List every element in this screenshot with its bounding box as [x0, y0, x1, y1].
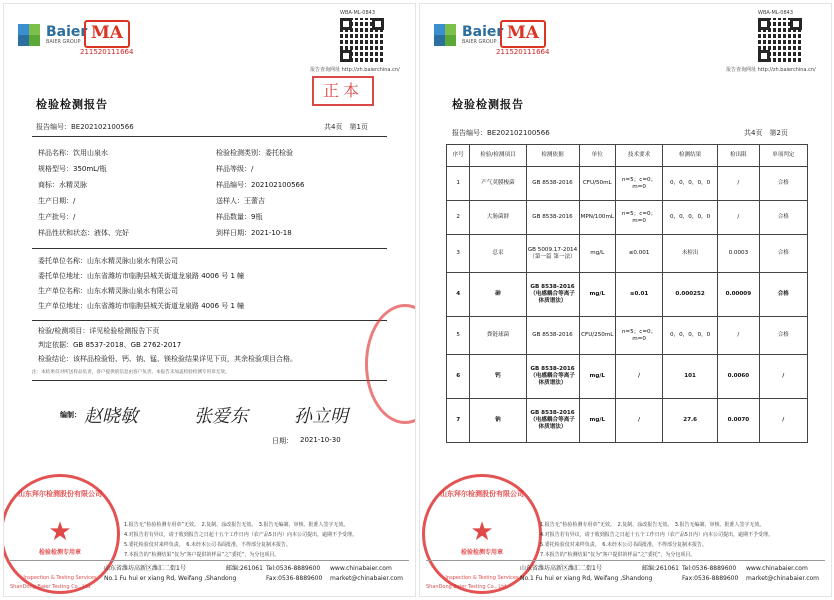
- table-header-cell: 序号: [447, 145, 470, 167]
- table-cell-req: n=5；c=0；m=0: [616, 317, 663, 355]
- table-cell-unit: CFU/250mL: [579, 317, 616, 355]
- table-cell-verdict: /: [759, 399, 807, 443]
- report-date: 2021-10-30: [300, 436, 341, 444]
- sample-field-left: 规格型号：350mL/瓶: [38, 165, 107, 173]
- page-info: 共4页 第2页: [744, 129, 788, 137]
- footer-address-cn: 山东省潍坊高新区潍汇二街1号: [104, 565, 186, 572]
- cube-logo-icon: [432, 22, 458, 48]
- divider: [32, 380, 387, 381]
- seal-inner-text: 检验检测专用章: [460, 549, 503, 556]
- disclaimer-note: 注：本结果仅对所送样品负责，客户提供的信息由客户负责，本报告未加盖检验检测专用章无效。: [32, 370, 230, 375]
- table-cell-lod: 0.0060: [718, 355, 759, 399]
- table-cell-basis: GB 5009.17-2014（第一篇 第一法）: [526, 235, 579, 273]
- brand-name: Baier: [462, 23, 504, 40]
- cma-mark: MA: [500, 20, 546, 48]
- seal-arc-text: 山东拜尔检测股份有限公司: [18, 490, 102, 498]
- divider: [32, 320, 387, 321]
- sample-field-right: 样品编号：202102100566: [216, 181, 305, 189]
- date-label: 日期：: [272, 437, 293, 445]
- table-cell-req: ≤0.01: [616, 273, 663, 317]
- qr-code-icon: [758, 18, 802, 62]
- star-icon: ★: [470, 517, 494, 547]
- table-cell-no: 2: [447, 201, 470, 235]
- qr-code-icon: [340, 18, 384, 62]
- footer-web: www.chinabaier.com: [330, 565, 392, 572]
- table-cell-req: n=5；c=0；m=0: [616, 167, 663, 201]
- sample-field-left: 生产日期：/: [38, 197, 76, 205]
- table-cell-unit: mg/L: [579, 355, 616, 399]
- client-name: 委托单位名称：山东水精灵脉山泉水有限公司: [38, 257, 178, 265]
- sample-field-left: 样品性状和状态：液体、完好: [38, 229, 129, 237]
- table-row: [447, 355, 808, 399]
- baier-logo: [16, 22, 87, 48]
- footer-postcode: 邮编:261061: [226, 565, 263, 572]
- table-cell-basis: GB 8538-2016: [526, 167, 579, 201]
- footer-tel: Tel:0536-8889600: [266, 565, 321, 572]
- qr-top-label: WBA-ML-0843: [340, 10, 376, 16]
- baier-logo: [432, 22, 503, 48]
- table-cell-verdict: 合格: [759, 167, 807, 201]
- approver-signature: 孙立明: [294, 406, 348, 427]
- table-header-cell: 单位: [579, 145, 616, 167]
- qr-top-label: WBA-ML-0843: [758, 10, 794, 16]
- table-cell-no: 5: [447, 317, 470, 355]
- qr-caption: 报告查询网址 http://zh.baierchina.cn/: [726, 67, 816, 73]
- table-cell-unit: mg/L: [579, 399, 616, 443]
- editor-label: 编制：: [60, 411, 81, 419]
- table-cell-req: /: [616, 355, 663, 399]
- table-header-cell: 检测依据: [526, 145, 579, 167]
- footer-address-en: No.1 Fu hui er xiang Rd, Weifang ,Shandong: [520, 575, 653, 582]
- table-row: [447, 167, 808, 201]
- reviewer-signature: 张爱东: [194, 406, 248, 427]
- table-cell-item: 产气荚膜梭菌: [470, 167, 526, 201]
- footer-company-en: ShanDong Baier Testing Co., Ltd: [426, 584, 507, 590]
- footer-note: 4.对报告若有异议，请于收到报告之日起十五个工作日内（农产品5日内）向本公司提出，逾期不予受理。: [124, 532, 357, 538]
- table-cell-no: 3: [447, 235, 470, 273]
- report-page-2: [420, 4, 831, 596]
- table-cell-result: 27.6: [663, 399, 718, 443]
- original-stamp: 正本: [312, 76, 374, 106]
- divider: [32, 248, 387, 249]
- page-title: 检验检测报告: [452, 98, 524, 111]
- table-cell-verdict: 合格: [759, 317, 807, 355]
- cma-mark: MA: [84, 20, 130, 48]
- table-cell-req: /: [616, 399, 663, 443]
- table-cell-result: 0，0，0，0，0: [663, 167, 718, 201]
- table-cell-verdict: /: [759, 355, 807, 399]
- table-cell-result: 0，0，0，0，0: [663, 317, 718, 355]
- table-cell-no: 7: [447, 399, 470, 443]
- star-icon: ★: [48, 517, 72, 547]
- sample-field-left: 样品名称：饮用山泉水: [38, 149, 108, 157]
- table-cell-item: 钠: [470, 399, 526, 443]
- table-cell-basis: GB 8538-2016: [526, 201, 579, 235]
- brand-name: Baier: [46, 23, 88, 40]
- seal-english: Inspection & Testing Services: [23, 575, 97, 581]
- table-cell-result: 0，0，0，0，0: [663, 201, 718, 235]
- table-cell-basis: GB 8538-2016（电感耦合等离子体质谱法）: [526, 273, 579, 317]
- divider: [32, 136, 387, 137]
- table-cell-lod: /: [718, 167, 759, 201]
- footer-email: market@chinabaier.com: [746, 575, 820, 582]
- table-cell-verdict: 合格: [759, 201, 807, 235]
- footer-company-en: ShanDong Baier Testing Co., Ltd: [10, 584, 91, 590]
- table-cell-lod: /: [718, 201, 759, 235]
- report-page-1: [4, 4, 415, 596]
- brand-sub: BAIER GROUP: [46, 38, 81, 45]
- table-cell-req: n=5；c=0；m=0: [616, 201, 663, 235]
- table-header-cell: 检出限: [718, 145, 759, 167]
- sample-field-right: 送样人：王蕾吉: [216, 197, 265, 205]
- table-cell-no: 6: [447, 355, 470, 399]
- cube-logo-icon: [16, 22, 42, 48]
- table-row: [447, 399, 808, 443]
- sample-field-right: 样品数量：9瓶: [216, 213, 263, 221]
- table-cell-unit: MPN/100mL: [579, 201, 616, 235]
- footer-notes: [124, 520, 404, 560]
- footer-note: 5.委托检验仅对来样负责。 6.未经本公司书面批准，不得部分复制本报告。: [540, 542, 708, 548]
- table-cell-result: 101: [663, 355, 718, 399]
- footer-postcode: 邮编:261061: [642, 565, 679, 572]
- footer-divider: [10, 560, 409, 561]
- judgement-basis: 判定依据：GB 8537-2018、GB 2762-2017: [38, 341, 182, 349]
- table-cell-verdict: 合格: [759, 273, 807, 317]
- conclusion: 检验结论：该样品检验铅、钙、钠、锰、镁检验结果详见下页，其余检验项目合格。: [38, 355, 297, 363]
- footer-address-en: No.1 Fu hui er xiang Rd, Weifang ,Shandong: [104, 575, 237, 582]
- table-cell-unit: mg/L: [579, 235, 616, 273]
- page-info: 共4页 第1页: [324, 123, 368, 131]
- cma-number: 211520111664: [80, 48, 134, 56]
- table-header-cell: 检测结果: [663, 145, 718, 167]
- table-cell-no: 1: [447, 167, 470, 201]
- table-cell-result: 0.000252: [663, 273, 718, 317]
- table-cell-basis: GB 8538-2016（电感耦合等离子体质谱法）: [526, 399, 579, 443]
- sample-field-left: 生产批号：/: [38, 213, 76, 221]
- sample-field-right: 到样日期：2021-10-18: [216, 229, 292, 237]
- table-cell-item: 大肠菌群: [470, 201, 526, 235]
- table-cell-unit: mg/L: [579, 273, 616, 317]
- table-cell-item: 粪链球菌: [470, 317, 526, 355]
- table-cell-basis: GB 8538-2016: [526, 317, 579, 355]
- table-cell-verdict: 合格: [759, 235, 807, 273]
- footer-email: market@chinabaier.com: [330, 575, 404, 582]
- footer-note: 1.报告无“检验检测专用章”无效。 2.复制、涂改报告无效。 3.报告无编制、审核、批准人签字无效。: [124, 522, 349, 528]
- table-header-cell: 检验/检测项目: [470, 145, 526, 167]
- footer-note: 7.本报告的“检测结果”仅为“客户提供的样品”之“委托”，为分包项目。: [124, 552, 280, 558]
- results-table: [446, 144, 808, 443]
- sample-field-right: 样品等级：/: [216, 165, 254, 173]
- table-cell-unit: CFU/50mL: [579, 167, 616, 201]
- footer-fax: Fax:0536-8889600: [682, 575, 739, 582]
- sample-field-left: 商标：水精灵脉: [38, 181, 87, 189]
- table-cell-lod: /: [718, 317, 759, 355]
- table-cell-item: 砷: [470, 273, 526, 317]
- footer-notes: [540, 520, 820, 560]
- footer-note: 7.本报告的“检测结果”仅为“客户提供的样品”之“委托”，为分包项目。: [540, 552, 696, 558]
- client-address: 委托单位地址：山东省潍坊市临朐县城关街道龙泉路 4006 号 1 幢: [38, 272, 245, 280]
- footer-address-cn: 山东省潍坊高新区潍汇二街1号: [520, 565, 602, 572]
- footer-note: 4.对报告若有异议，请于收到报告之日起十五个工作日内（农产品5日内）向本公司提出，逾期不予受理。: [540, 532, 773, 538]
- brand-sub: BAIER GROUP: [462, 38, 497, 45]
- test-items: 检验/检测项目：详见检验检测报告下页: [38, 327, 160, 335]
- footer-divider: [426, 560, 825, 561]
- table-cell-lod: 0.0070: [718, 399, 759, 443]
- qr-caption: 报告查询网址 http://zh.baierchina.cn/: [310, 67, 400, 73]
- table-row: [447, 317, 808, 355]
- seal-english: Inspection & Testing Services: [445, 575, 519, 581]
- table-row: [447, 235, 808, 273]
- page-title: 检验检测报告: [36, 98, 108, 111]
- report-number: 报告编号：BE202102100566: [452, 129, 550, 137]
- table-cell-lod: 0.00009: [718, 273, 759, 317]
- seal-arc-text: 山东拜尔检测股份有限公司: [440, 490, 524, 498]
- side-seal-partial: [365, 304, 415, 424]
- table-cell-req: ≤0.001: [616, 235, 663, 273]
- table-cell-basis: GB 8538-2016（电感耦合等离子体质谱法）: [526, 355, 579, 399]
- producer-name: 生产单位名称：山东水精灵脉山泉水有限公司: [38, 287, 178, 295]
- editor-signature: 赵晓敏: [84, 406, 138, 427]
- table-cell-item: 总汞: [470, 235, 526, 273]
- sample-field-right: 检验检测类别：委托检验: [216, 149, 293, 157]
- footer-web: www.chinabaier.com: [746, 565, 808, 572]
- footer-note: 5.委托检验仅对来样负责。 6.未经本公司书面批准，不得部分复制本报告。: [124, 542, 292, 548]
- table-cell-item: 钙: [470, 355, 526, 399]
- footer-tel: Tel:0536-8889600: [682, 565, 737, 572]
- seal-inner-text: 检验检测专用章: [38, 549, 81, 556]
- table-header-cell: 单项判定: [759, 145, 807, 167]
- table-row: [447, 273, 808, 317]
- cma-number: 211520111664: [496, 48, 550, 56]
- footer-note: 1.报告无“检验检测专用章”无效。 2.复制、涂改报告无效。 3.报告无编制、审核、批准人签字无效。: [540, 522, 765, 528]
- table-body: [447, 167, 808, 443]
- table-cell-lod: 0.0003: [718, 235, 759, 273]
- table-cell-result: 未检出: [663, 235, 718, 273]
- table-row: [447, 201, 808, 235]
- testing-seal: [4, 474, 120, 594]
- table-header-cell: 技术要求: [616, 145, 663, 167]
- table-header-row: [447, 145, 808, 167]
- report-number: 报告编号：BE202102100566: [36, 123, 134, 131]
- footer-fax: Fax:0536-8889600: [266, 575, 323, 582]
- producer-address: 生产单位地址：山东省潍坊市临朐县城关街道龙泉路 4006 号 1 幢: [38, 302, 245, 310]
- table-cell-no: 4: [447, 273, 470, 317]
